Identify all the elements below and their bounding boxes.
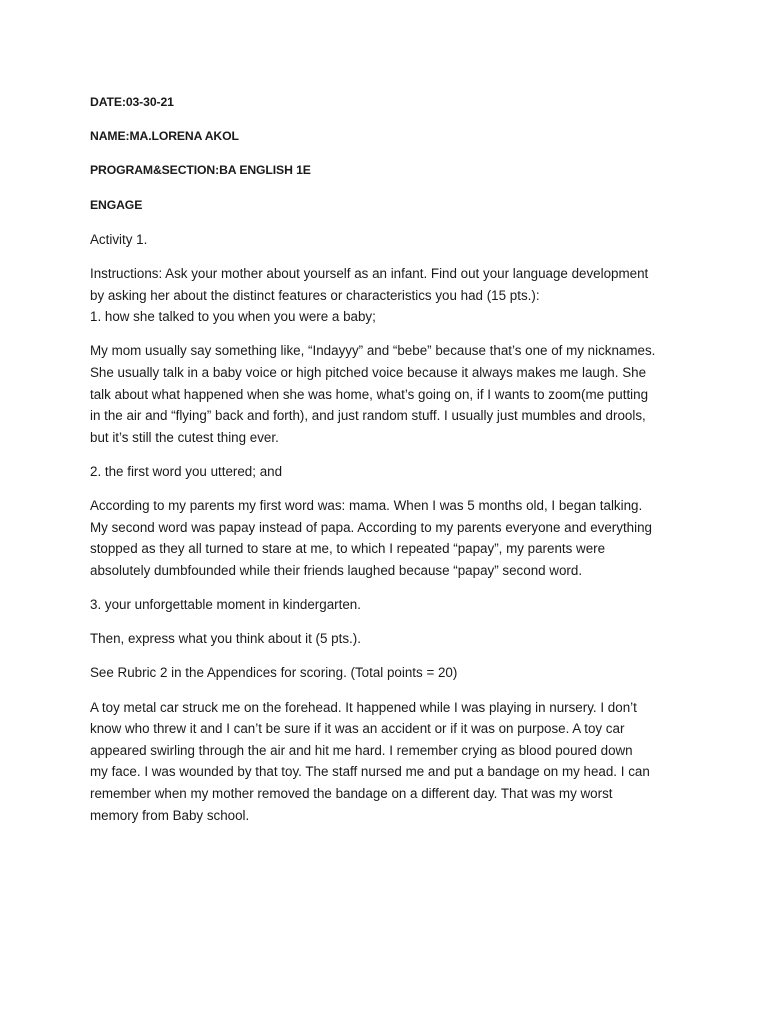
answer-1-paragraph: [90, 340, 690, 448]
answer-3-line: my face. I was wounded by that toy. The staff nursed me and put a bandage on my head. I can: [90, 764, 650, 780]
answer-3-line: remember when my mother removed the bandage on a different day. That was my worst: [90, 785, 613, 801]
date-line: DATE:03-30-21: [90, 95, 174, 109]
answer-3-paragraph: [90, 697, 690, 827]
answer-3-line: know who threw it and I can’t be sure if it was an accident or if it was on purpose. A toy car: [90, 721, 625, 737]
activity-title: Activity 1.: [90, 231, 148, 247]
section-title: ENGAGE: [90, 197, 143, 212]
answer-1-line: My mom usually say something like, “Indayyy” and “bebe” because that’s one of my nicknames.: [90, 343, 656, 359]
instructions-line: by asking her about the distinct features or characteristics you had (15 pts.):: [90, 287, 540, 303]
name-line: NAME:MA.LORENA AKOL: [90, 129, 239, 144]
instructions-paragraph: [90, 263, 690, 328]
question-3: 3. your unforgettable moment in kindergarten.: [90, 597, 361, 613]
program-section-line: PROGRAM&SECTION:BA ENGLISH 1E: [90, 163, 311, 178]
answer-1-line: She usually talk in a baby voice or high pitched voice because it always makes me laugh. She: [90, 364, 647, 380]
answer-1-line: but it’s still the cutest thing ever.: [90, 429, 279, 445]
answer-2-line: absolutely dumbfounded while their friends laughed because “papay” second word.: [90, 562, 583, 578]
rubric-note: See Rubric 2 in the Appendices for scoring. (Total points = 20): [90, 665, 458, 681]
question-2: 2. the first word you uttered; and: [90, 463, 283, 479]
answer-3-line: appeared swirling through the air and hit me hard. I remember crying as blood poured down: [90, 742, 633, 758]
express-instruction: Then, express what you think about it (5 pts.).: [90, 631, 361, 647]
instructions-line: Instructions: Ask your mother about yourself as an infant. Find out your language development: [90, 265, 649, 281]
answer-2-paragraph: [90, 495, 690, 581]
document-body: [90, 92, 690, 839]
answer-1-line: talk about what happened when she was home, what’s going on, if I wants to zoom(me putting: [90, 386, 649, 402]
answer-2-line: My second word was papay instead of papa. According to my parents everyone and everything: [90, 519, 652, 535]
answer-2-line: stopped as they all turned to stare at me, to which I repeated “papay”, my parents were: [90, 541, 606, 557]
answer-2-line: According to my parents my first word was: mama. When I was 5 months old, I began talking.: [90, 498, 643, 514]
question-1: 1. how she talked to you when you were a baby;: [90, 309, 376, 325]
answer-3-line: A toy metal car struck me on the forehead. It happened while I was playing in nursery. I don’t: [90, 699, 637, 715]
answer-1-line: in the air and “flying” back and forth), and just random stuff. I usually just mumbles and drools,: [90, 408, 646, 424]
answer-3-line: memory from Baby school.: [90, 807, 250, 823]
